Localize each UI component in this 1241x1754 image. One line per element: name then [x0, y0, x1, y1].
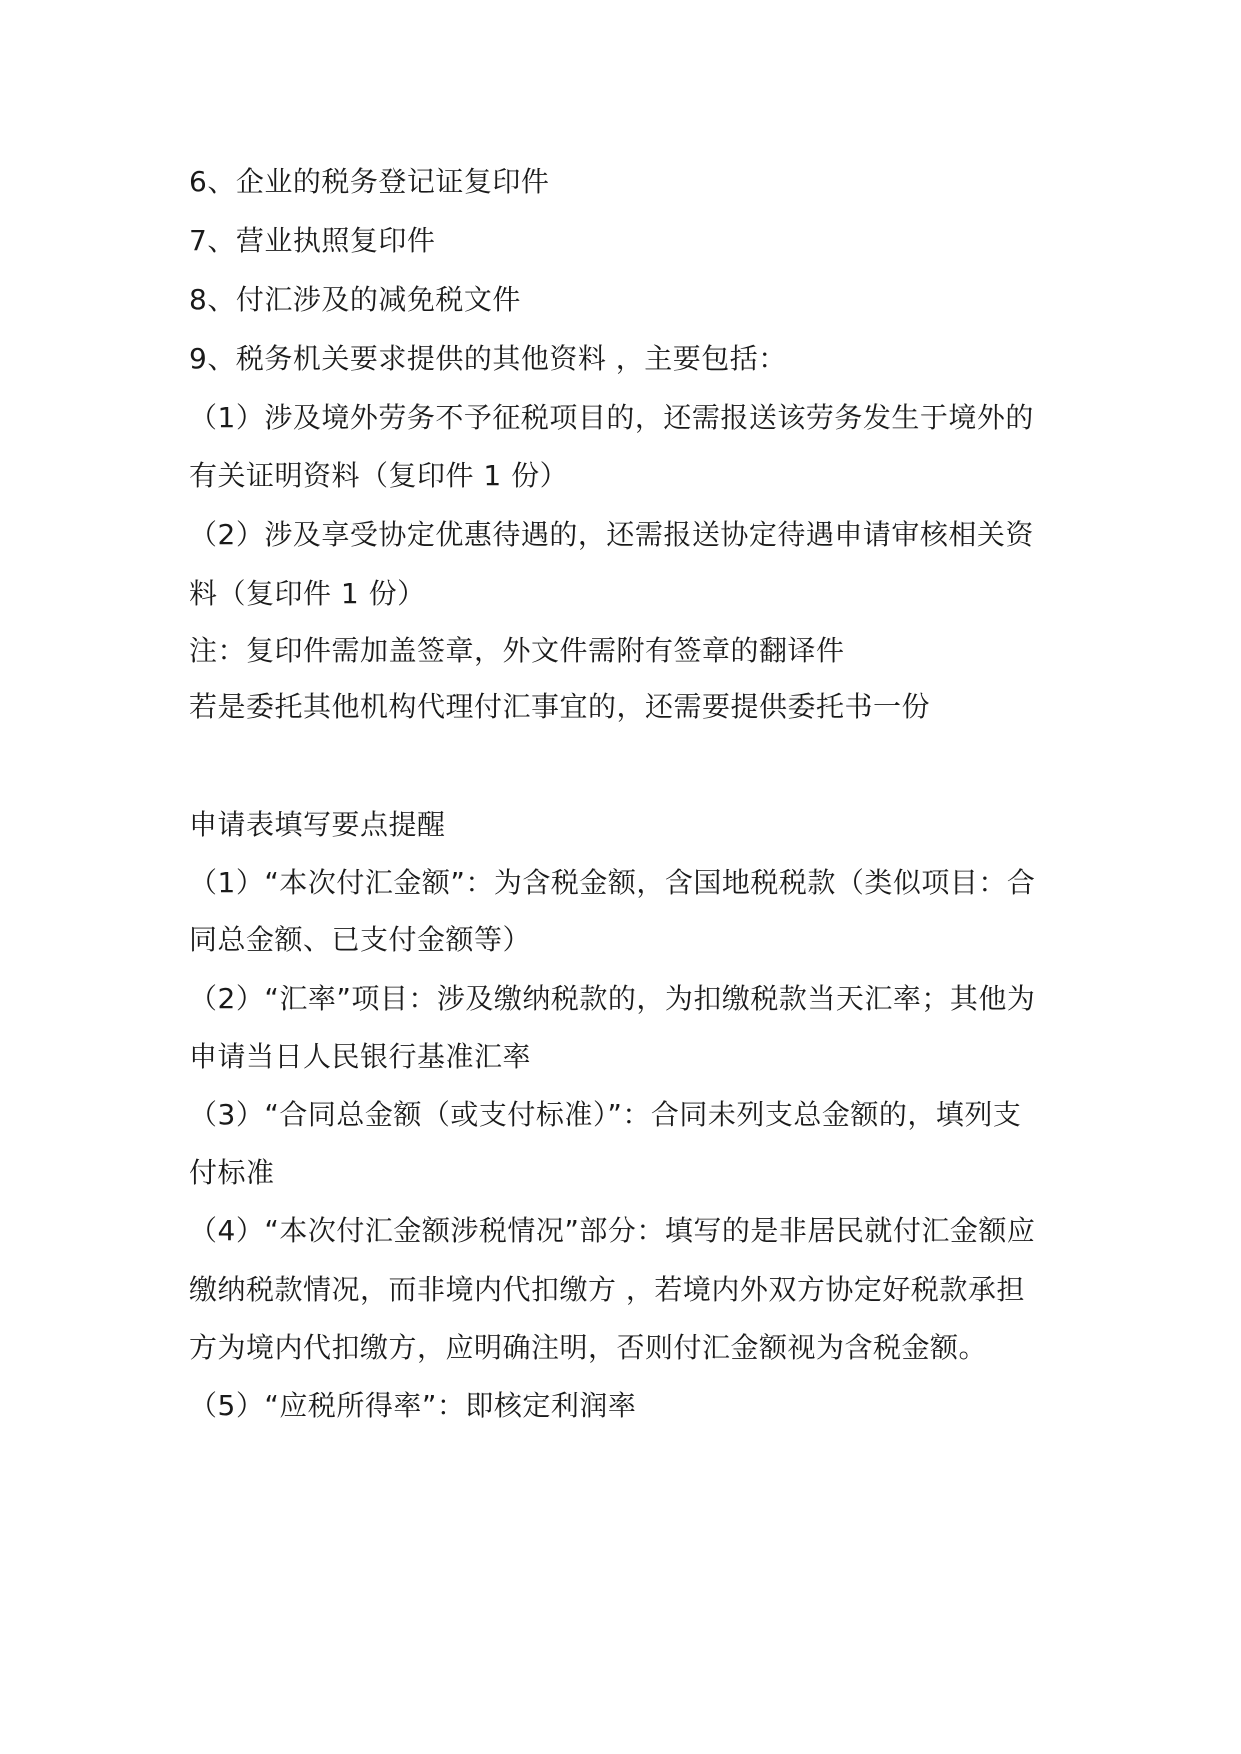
list-item-8: 8、付汇涉及的减免税文件	[189, 283, 521, 316]
tip-4-line-2: 缴纳税款情况，而非境内代扣缴方 ，若境内外双方协定好税款承担	[189, 1273, 1025, 1306]
tip-5-line-1: （5）“应税所得率”：即核定利润率	[189, 1389, 637, 1422]
list-item-6: 6、企业的税务登记证复印件	[189, 165, 550, 198]
tip-1-line-2: 同总金额、已支付金额等）	[189, 923, 532, 956]
list-item-7: 7、营业执照复印件	[189, 224, 436, 257]
tip-3-line-2: 付标准	[189, 1156, 275, 1189]
sub-item-2-line-2: 料（复印件 1 份）	[189, 577, 426, 610]
tip-4-line-1: （4）“本次付汇金额涉税情况”部分：填写的是非居民就付汇金额应	[189, 1214, 1036, 1247]
note-line: 注：复印件需加盖签章，外文件需附有签章的翻译件	[189, 634, 845, 667]
sub-item-1-line-1: （1）涉及境外劳务不予征税项目的，还需报送该劳务发生于境外的	[189, 401, 1034, 434]
section-heading: 申请表填写要点提醒	[189, 808, 446, 841]
list-item-9: 9、税务机关要求提供的其他资料 ，主要包括：	[189, 342, 787, 375]
tip-1-line-1: （1）“本次付汇金额”：为含税金额，含国地税税款（类似项目：合	[189, 866, 1036, 899]
tip-4-line-3: 方为境内代扣缴方，应明确注明，否则付汇金额视为含税金额。	[189, 1331, 988, 1364]
tip-2-line-2: 申请当日人民银行基准汇率	[189, 1040, 532, 1073]
sub-item-1-line-2: 有关证明资料（复印件 1 份）	[189, 459, 569, 492]
sub-item-2-line-1: （2）涉及享受协定优惠待遇的，还需报送协定待遇申请审核相关资	[189, 518, 1034, 551]
tip-3-line-1: （3）“合同总金额（或支付标准）”：合同未列支总金额的，填列支	[189, 1098, 1022, 1131]
tip-2-line-1: （2）“汇率”项目：涉及缴纳税款的，为扣缴税款当天汇率；其他为	[189, 982, 1036, 1015]
entrust-line: 若是委托其他机构代理付汇事宜的，还需要提供委托书一份	[189, 690, 931, 723]
